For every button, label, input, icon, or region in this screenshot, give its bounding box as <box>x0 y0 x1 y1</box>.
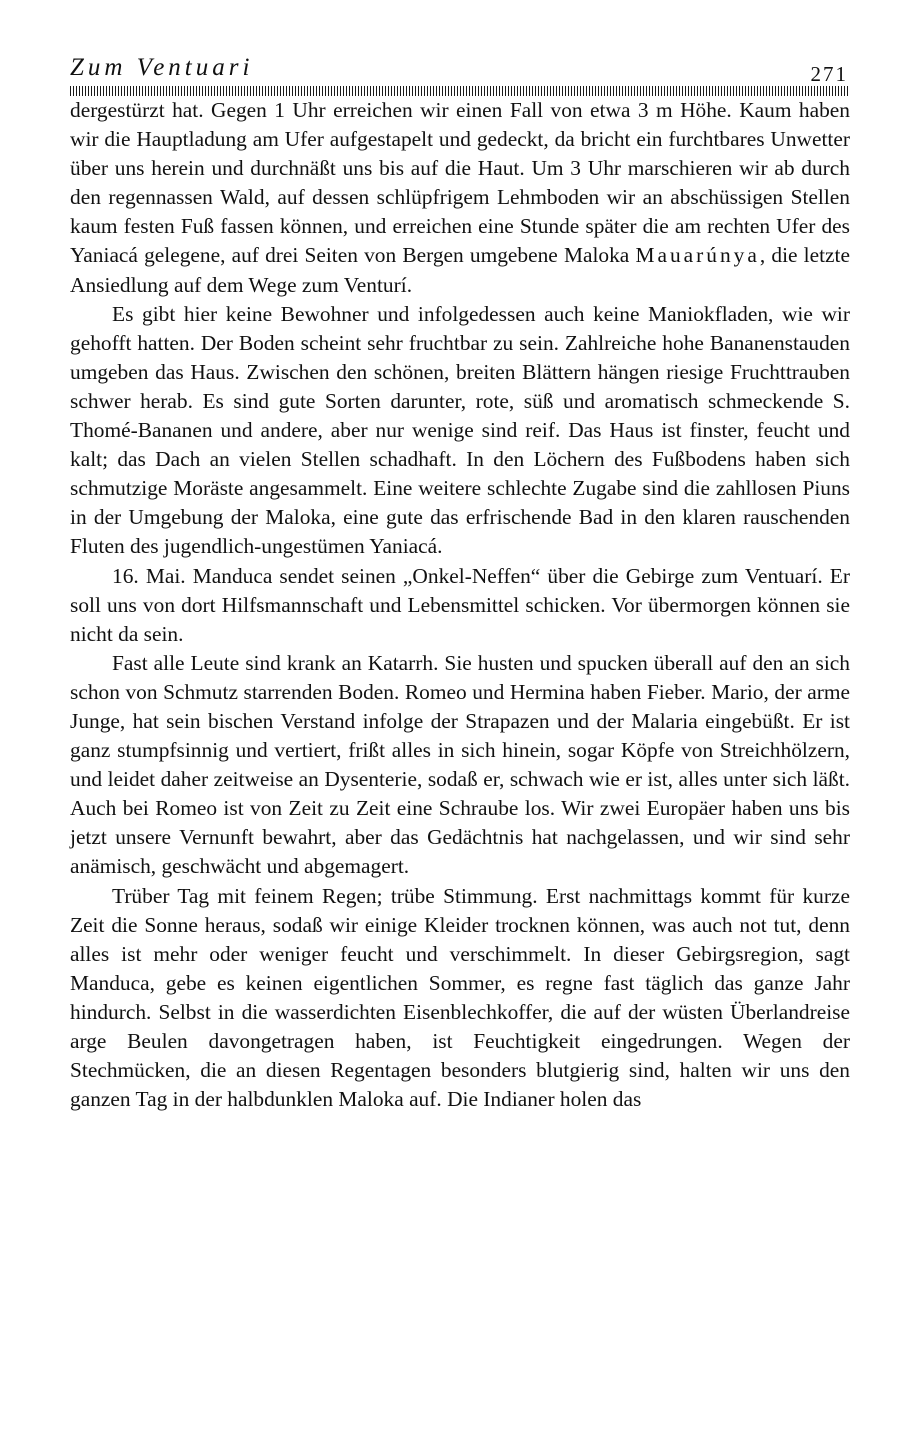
paragraph-text: dergestürzt hat. Gegen 1 Uhr erreichen wir einen Fall von etwa 3 m Höhe. Kaum haben wir die Hauptladung am Ufer aufgestapelt und gedeckt, da bricht ein furchtbares Unwetter über uns herein und durchnäßt uns bis auf die Haut. Um 3 Uhr marschieren wir ab durch den regennassen Wald, auf dessen schlüpfrigem Lehmboden wir an abschüssigen Stellen kaum festen Fuß fassen können, und erreichen eine Stunde später die am rechten Ufer des Yaniacá gelegene, auf drei Seiten von Bergen umgebene Maloka <box>70 98 850 268</box>
book-page <box>70 52 850 1114</box>
header-rule <box>70 86 850 96</box>
paragraph: Es gibt hier keine Bewohner und infolgedessen auch keine Maniokfladen, wie wir gehofft hatten. Der Boden scheint sehr fruchtbar zu sein. Zahlreiche hohe Bananenstauden umgeben das Haus. Zwischen den schönen, breiten Blättern hängen riesige Fruchttrauben schwer herab. Es sind gute Sorten darunter, rote, süß und aromatisch schmeckende S. Thomé-Bananen und andere, aber nur wenige sind reif. Das Haus ist finster, feucht und kalt; das Dach an vielen Stellen schadhaft. In den Löchern des Fußbodens haben sich schmutzige Moräste angesammelt. Eine weitere schlechte Zugabe sind die zahllosen Piuns in der Umgebung der Maloka, eine gute das erfrischende Bad in den klaren rauschenden Fluten des jugendlich-ungestümen Yaniacá. <box>70 301 850 559</box>
paragraph-text: , die letzte Ansiedlung auf dem Wege zum Venturí. <box>70 243 850 297</box>
paragraph: Trüber Tag mit feinem Regen; trübe Stimmung. Erst nachmittags kommt für kurze Zeit die Sonne heraus, sodaß wir einige Kleider trocknen können, was auch not tut, denn alles ist mehr oder weniger feucht und verschimmelt. In dieser Gebirgsregion, sagt Manduca, gebe es keinen eigentlichen Sommer, es regne fast täglich das ganze Jahr hindurch. Selbst in die wasserdichten Eisenblechkoffer, die auf der wüsten Überlandreise arge Beulen davongetragen haben, ist Feuchtigkeit eingedrungen. Wegen der Stechmücken, die an diesen Regentagen besonders blutgierig sind, halten wir uns den ganzen Tag in der halbdunklen Maloka auf. Die Indianer holen das <box>70 883 850 1112</box>
body-text <box>70 96 850 1114</box>
page-number: 271 <box>810 62 848 86</box>
paragraph: Fast alle Leute sind krank an Katarrh. Sie husten und spucken überall auf den an sich schon von Schmutz starrenden Boden. Romeo und Hermina haben Fieber. Mario, der arme Junge, hat sein bischen Verstand infolge der Strapazen und der Malaria eingebüßt. Er ist ganz stumpfsinnig und vertiert, frißt alles in sich hinein, sogar Köpfe von Streichhölzern, und leidet daher zeitweise an Dysenterie, sodaß er, schwach wie er ist, alles unter sich läßt. Auch bei Romeo ist von Zeit zu Zeit eine Schraube los. Wir zwei Europäer haben uns bis jetzt unsere Vernunft bewahrt, aber das Gedächtnis hat nachgelassen, und wir sind sehr anämisch, geschwächt und abgemagert. <box>70 650 850 879</box>
paragraph: 16. Mai. Manduca sendet seinen „Onkel-Neffen“ über die Gebirge zum Ventuarí. Er soll uns von dort Hilfsmannschaft und Lebensmittel schicken. Vor übermorgen können sie nicht da sein. <box>70 563 850 646</box>
place-name: Mauarúnya <box>635 243 760 268</box>
running-title: Zum Ventuari <box>70 54 254 81</box>
paragraph <box>70 96 850 300</box>
running-head <box>70 52 850 86</box>
